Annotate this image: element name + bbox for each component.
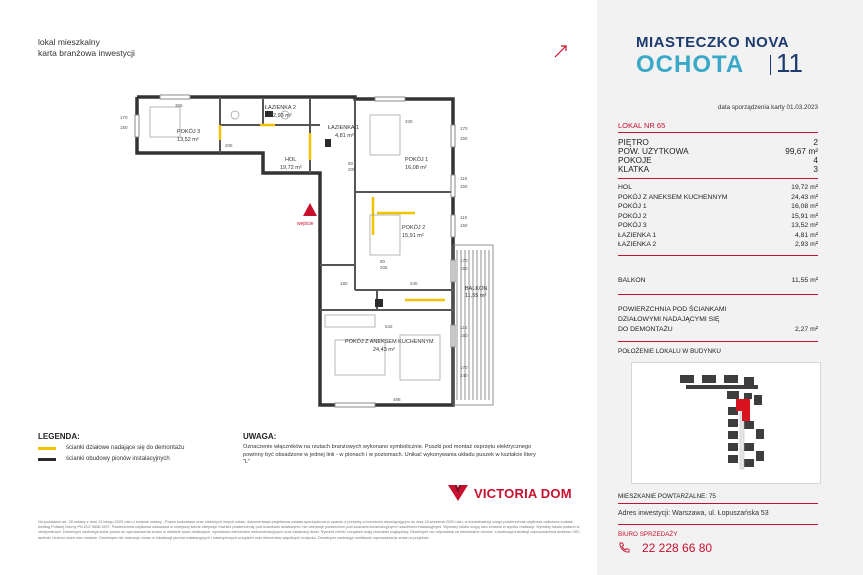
repeatable-units: MIESZKANIE POWTARZALNE: 75	[618, 493, 716, 500]
pow-value: 2,27 m²	[794, 326, 818, 333]
dim-right-5: 110	[460, 215, 468, 220]
room-row-lazienka2-value: 2,93 m²	[794, 241, 818, 248]
room-row-lazienka2	[618, 241, 818, 248]
room-row-pokoj1	[618, 203, 818, 210]
room-row-hol	[618, 184, 818, 191]
building-location-map	[631, 362, 821, 484]
divider-3	[618, 255, 818, 256]
legend-item2-label: ścianki obudowy pionów instalacyjnych	[66, 456, 170, 462]
sales-phone[interactable]	[618, 541, 712, 555]
developer-logo	[448, 485, 572, 501]
room-row-kitchen-label: POKÓJ Z ANEKSEM KUCHENNYM	[618, 193, 728, 201]
divider-6	[618, 503, 818, 504]
divider-2	[618, 178, 818, 179]
investment-address: Adres inwestycji: Warszawa, ul. Łopuszańska 53	[618, 510, 769, 517]
room-row-pokoj3-value: 13,52 m²	[791, 222, 818, 229]
room-label-hol: HOL	[285, 157, 297, 163]
unit-number: LOKAL NR 65	[618, 121, 666, 130]
legend-item1-label: ścianki działowe nadające się do demontażu	[66, 445, 185, 451]
room-label-lazienka2: ŁAZIENKA 2	[265, 105, 296, 111]
room-area-balkon: 11,55 m²	[465, 293, 487, 299]
room-area-lazienka2: 2,93 m²	[273, 113, 292, 119]
entrance-label: wejście	[297, 221, 314, 227]
legend-swatch-black	[38, 458, 56, 461]
room-row-lazienka2-label: ŁAZIENKA 2	[618, 241, 657, 248]
room-row-pokoj3	[618, 222, 818, 229]
balkon-label: BALKON	[618, 277, 646, 284]
investment-logo-line2: OCHOTA	[636, 51, 745, 78]
phone-number[interactable]: 22 228 66 80	[642, 541, 713, 555]
dim-right-8: 150	[460, 266, 468, 271]
note-body: Oznaczenie włączników na rzutach branżowych wykonano symbolicznie. Puszki pod montaż osprzętu elektrycznego powinny być obsadzone w jednej linii - w pionach i w poziomach. Unikać wykonywania układu puszek w kształcie litery "L"	[243, 444, 536, 465]
room-row-balkon	[618, 277, 818, 284]
kv-pokoje-value: 4	[813, 155, 818, 165]
room-row-pokoj3-label: POKÓJ 3	[618, 222, 647, 229]
room-area-pokoj3: 13,52 m²	[177, 137, 199, 143]
kv-klatka-label: KLATKA	[618, 164, 650, 174]
kv-pow-value: 99,67 m²	[785, 146, 818, 156]
room-row-lazienka1	[618, 232, 818, 239]
dim-right-10: 150	[460, 333, 468, 338]
dim-d80-b: 80	[380, 259, 386, 264]
info-panel	[597, 0, 863, 575]
legend-swatch-yellow	[38, 447, 56, 450]
pow-line1: POWIERZCHNIA POD ŚCIANKAMI	[618, 306, 727, 313]
demountable-area-block	[618, 305, 818, 336]
room-row-hol-value: 19,72 m²	[791, 184, 818, 191]
room-row-kitchen-value: 24,43 m²	[791, 193, 818, 201]
phone-icon	[618, 542, 630, 554]
dim-d80-a: 80	[348, 161, 354, 166]
dim-left-1: 170	[120, 115, 128, 120]
room-row-pokoj2-value: 15,91 m²	[791, 212, 818, 220]
investment-logo-number: 11	[776, 48, 803, 78]
victoria-dom-logo-icon	[448, 485, 468, 501]
north-arrow-icon	[553, 43, 569, 59]
room-label-pokoj2: POKÓJ 2	[402, 225, 426, 231]
floor-plan	[115, 85, 510, 415]
room-row-kitchen	[618, 194, 818, 201]
dim-right-6: 150	[460, 223, 468, 228]
note-title: UWAGA:	[243, 432, 277, 441]
document-header	[38, 37, 135, 59]
dim-d350: 355	[175, 103, 183, 108]
dim-d205-c: 205	[380, 265, 388, 270]
divider-5	[618, 341, 818, 342]
balkon-value: 11,55 m²	[791, 277, 818, 284]
dim-left-2: 150	[120, 125, 128, 130]
dim-right-2: 150	[460, 136, 468, 141]
room-label-lazienka1: ŁAZIENKA 1	[328, 125, 359, 131]
room-label-pokoj1: POKÓJ 1	[405, 157, 429, 163]
sales-office-label: BIURO SPRZEDAŻY	[618, 531, 678, 538]
dim-right-4: 150	[460, 184, 468, 189]
investment-logo-line1: MIASTECZKO NOVA	[636, 34, 790, 51]
dim-d340-b: 340	[410, 281, 418, 286]
dim-right-1: 170	[460, 126, 468, 131]
divider-4	[618, 294, 818, 295]
legend-title: LEGENDA:	[38, 432, 80, 441]
divider-1	[618, 132, 818, 133]
room-row-pokoj2	[618, 213, 818, 220]
room-label-pokoj3: POKÓJ 3	[177, 129, 201, 135]
room-row-pokoj1-label: POKÓJ 1	[618, 203, 647, 210]
dim-d205-a: 205	[225, 143, 233, 148]
dim-right-7: 170	[460, 258, 468, 263]
dim-d180: 180	[340, 281, 348, 286]
entrance-arrow-icon	[303, 203, 317, 216]
legend-item-shafts	[38, 456, 238, 462]
dim-right-12: 240	[460, 373, 468, 378]
card-date: data sporządzenia karty 01.03.2023	[717, 104, 818, 111]
dim-right-3: 110	[460, 176, 468, 181]
dim-d340-a: 340	[405, 119, 413, 124]
divider-7	[618, 524, 818, 525]
legend-item-demountable	[38, 445, 238, 451]
building-outline-icon	[632, 363, 820, 483]
room-area-kitchen: 24,43 m²	[373, 347, 395, 353]
room-row-lazienka1-value: 4,81 m²	[794, 231, 818, 239]
header-line1: lokal mieszkalny	[38, 37, 100, 47]
room-row-pokoj2-label: POKÓJ 2	[618, 212, 647, 220]
building-location-title: POŁOŻENIE LOKALU W BUDYNKU	[618, 348, 721, 355]
dim-d542: 542	[385, 324, 393, 329]
dim-right-9: 110	[460, 325, 468, 330]
kv-pietro-value: 2	[813, 137, 818, 147]
pow-line2: DZIAŁOWYMI NADAJĄCYMI SIĘ	[618, 316, 720, 324]
header-line2: karta branżowa inwestycji	[38, 48, 135, 58]
dim-right-11: 170	[460, 365, 468, 370]
room-area-lazienka1: 4,81 m²	[335, 133, 354, 139]
pow-line3: DO DEMONTAŻU	[618, 326, 673, 334]
logo-divider	[770, 55, 771, 75]
developer-name: VICTORIA DOM	[474, 485, 572, 501]
kv-pietro-label: PIĘTRO	[618, 137, 649, 147]
kv-klatka	[618, 164, 818, 174]
dim-d488: 488	[393, 397, 401, 402]
kv-klatka-value: 3	[813, 164, 818, 174]
room-area-pokoj2: 15,91 m²	[402, 233, 424, 239]
room-row-pokoj1-value: 16,08 m²	[791, 203, 818, 210]
room-area-hol: 19,72 m²	[280, 165, 302, 171]
room-row-lazienka1-label: ŁAZIENKA 1	[618, 231, 657, 239]
room-label-kitchen: POKÓJ Z ANEKSEM KUCHENNYM	[345, 339, 434, 345]
legal-disclaimer: Na podstawie art. 28 ustawy z dnia 13 lutego 2020 roku o zmianie ustawy - Prawo budowlane oraz niektórych innych ustaw, dokumentacja projektowa została sporządzona w oparciu o przepisy w brzmieniu obowiązującym do dnia 18 września 2020 roku, w konsekwencji czego powierzchnia użytkowa obliczona została według Polskiej Normy PN-ISO 9836:1997. Powierzchnia użytkowa wskazana w niniejszej karcie obejmuje również powierzchnię pod ściankami działowymi i nie obejmuje powierzchni pod ścianami konstrukcyjnymi i szachtami instalacyjnymi. Wymiary lokalu mogą ulec zmianie w wyniku realizacji. Wymiary lokalu podano w centymetrach. Deweloper zastrzega sobie prawo do wprowadzenia zmian w układzie ścian działowych, wymiarach elementów niekonstrukcyjnych oraz lokalizacji drzwi. Rysunki mebli i urządzeń mają charakter poglądowy. Deweloper nie odpowiada za ewentualne różnice. Lokalizacja instalacji odprowadzenia ścieków i WC, łazienki i kuchni może ulec zmianie. Deweloper nie dokonuje zmian w lokalizacji pionów instalacyjnych i wewnętrznych urządzeń oraz elementów wspólnych budynku. Deweloper zastrzega możliwość wprowadzania zmian w projekcie.	[38, 520, 581, 540]
legend	[38, 432, 238, 467]
kv-pokoje-label: POKOJE	[618, 155, 652, 165]
kv-pow-label: POW. UŻYTKOWA	[618, 146, 689, 156]
dim-d205-b: 205	[348, 167, 356, 172]
room-row-hol-label: HOL	[618, 184, 632, 191]
room-label-balkon: BALKON	[465, 286, 488, 292]
room-area-pokoj1: 16,08 m²	[405, 165, 427, 171]
note-block	[243, 432, 543, 467]
unit-highlight-icon	[736, 399, 750, 421]
